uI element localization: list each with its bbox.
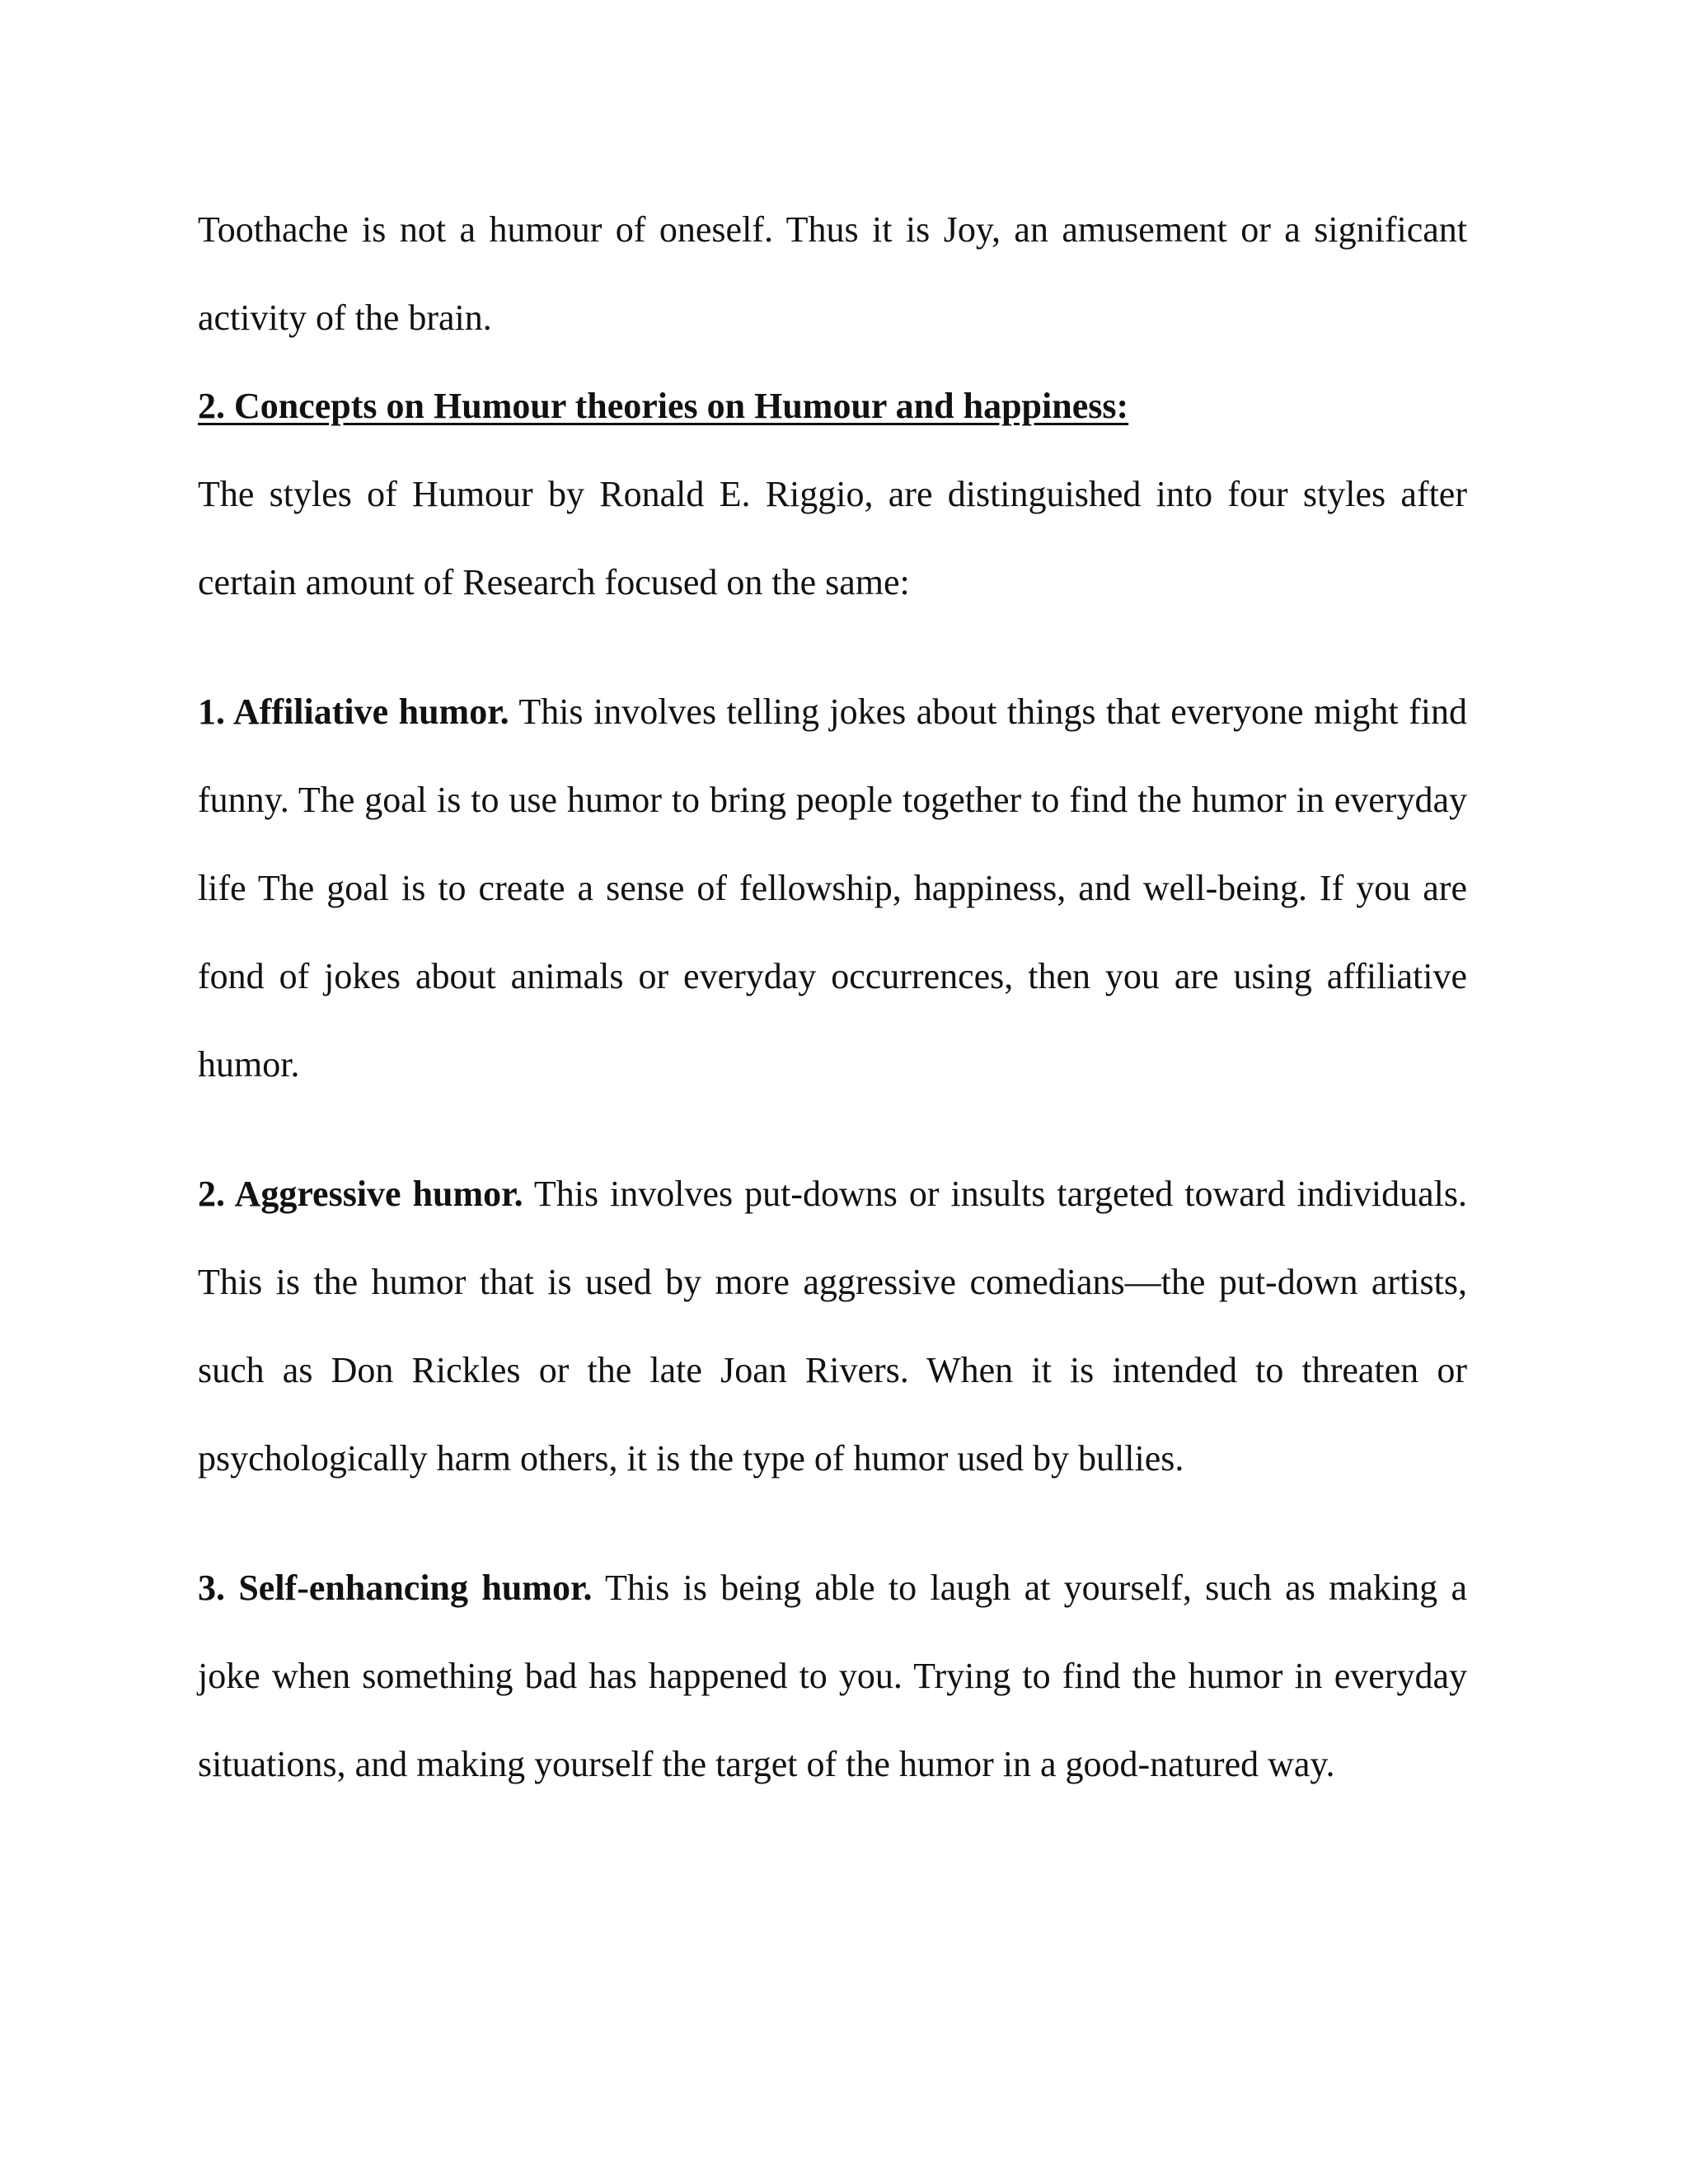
- style-label-aggressive: 2. Aggressive humor.: [198, 1174, 523, 1214]
- style-label-self-enhancing: 3. Self-enhancing humor.: [198, 1568, 593, 1608]
- style-paragraph-affiliative: [198, 668, 1467, 1108]
- section-heading: 2. Concepts on Humour theories on Humour and happiness:: [198, 386, 1129, 426]
- style-text-self-enhancing: This is being able to laugh at yourself, such as making a joke when something bad has happened to you. Trying to find the humor in everyday situations, and making yourself the target of the humor in a good-natured way.: [198, 1568, 1467, 1784]
- section-intro-paragraph: The styles of Humour by Ronald E. Riggio, are distinguished into four styles after certain amount of Research focused on the same:: [198, 474, 1467, 602]
- style-label-affiliative: 1. Affiliative humor.: [198, 691, 509, 732]
- style-paragraph-aggressive: [198, 1150, 1467, 1502]
- style-text-aggressive: This involves put-downs or insults targeted toward individuals. This is the humor that is used by more aggressive comedians—the put-down artists, such as Don Rickles or the late Joan Rivers. When it is intended to threaten or psychologically harm others, it is the type of humor used by bullies.: [198, 1174, 1467, 1479]
- style-paragraph-self-enhancing: [198, 1544, 1467, 1808]
- document-body: [198, 185, 1467, 1808]
- intro-paragraph: Toothache is not a humour of oneself. Thus it is Joy, an amusement or a significant activity of the brain.: [198, 209, 1467, 338]
- style-text-affiliative: This involves telling jokes about things that everyone might find funny. The goal is to use humor to bring people together to find the humor in everyday life The goal is to create a sense of fellowship, happiness, and well-being. If you are fond of jokes about animals or everyday occurrences, then you are using affiliative humor.: [198, 691, 1467, 1085]
